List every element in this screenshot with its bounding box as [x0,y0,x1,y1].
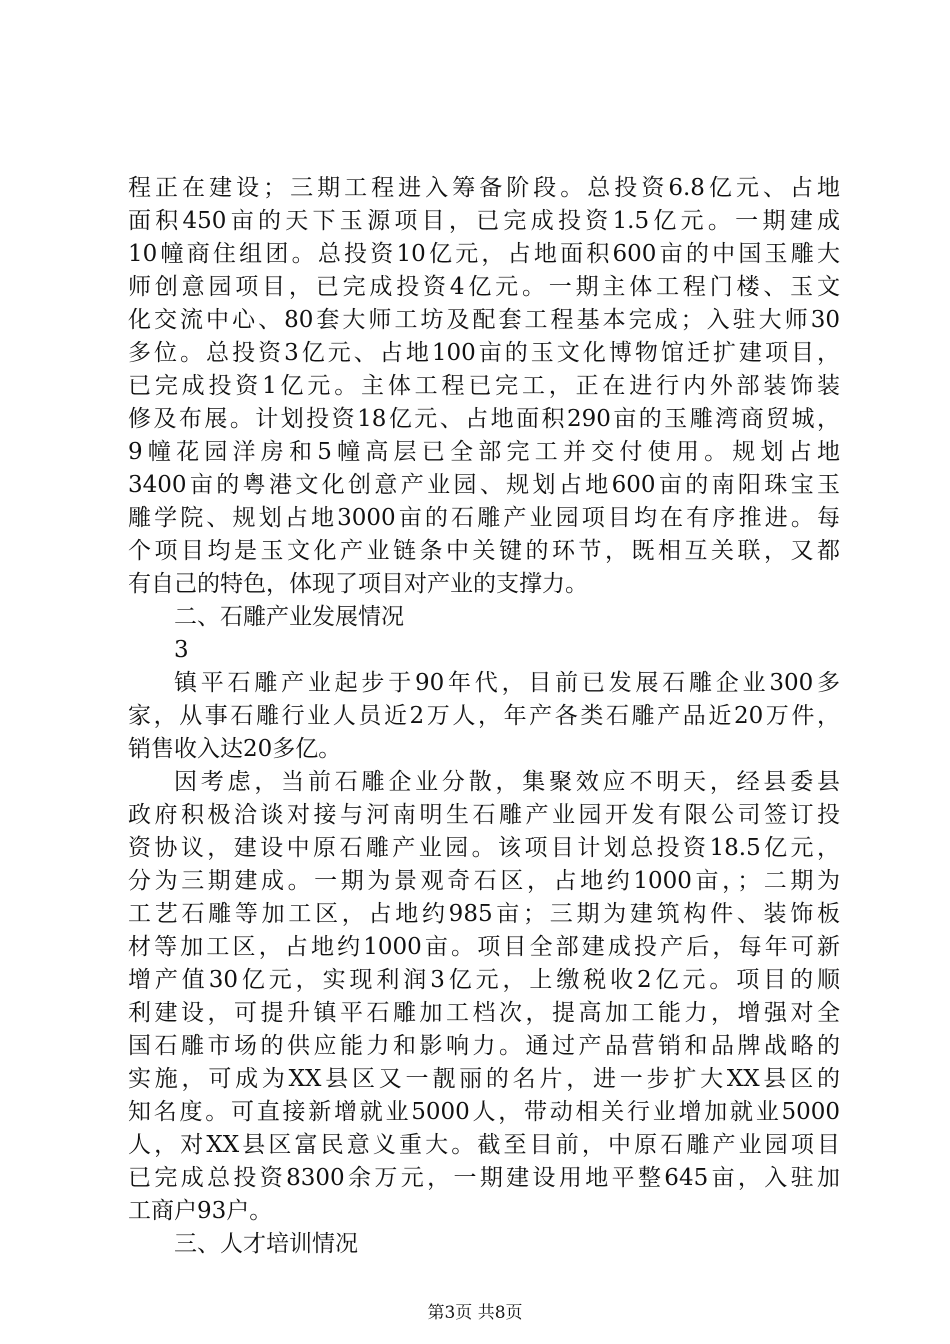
text-line: 个项目均是玉文化产业链条中关键的环节，既相互关联，又都 [128,538,840,564]
text-line: 已完成投资1亿元。主体工程已完工，正在进行内外部装饰装 [128,373,840,399]
text-line: 9幢花园洋房和5幢高层已全部完工并交付使用。规划占地 [128,439,840,465]
text-line: 分为三期建成。一期为景观奇石区，占地约1000亩，；二期为 [128,868,840,894]
text-line: 已完成总投资8300余万元，一期建设用地平整645亩，入驻加 [128,1165,840,1191]
text-line: 雕学院、规划占地3000亩的石雕产业园项目均在有序推进。每 [128,505,840,531]
section-heading: 三、人才培训情况 [174,1231,358,1257]
text-line: 增产值30亿元，实现利润3亿元，上缴税收2亿元。项目的顺 [128,967,840,993]
text-line: 人，对XX县区富民意义重大。截至目前，中原石雕产业园项目 [128,1132,840,1158]
text-line: 家，从事石雕行业人员近2万人，年产各类石雕产品近20万件， [128,703,840,729]
text-line: 师创意园项目，已完成投资4亿元。一期主体工程门楼、玉文 [128,274,840,300]
text-line: 化交流中心、80套大师工坊及配套工程基本完成；入驻大师30 [128,307,840,333]
text-line: 工商户93户。 [128,1198,273,1224]
document-body [128,172,840,1261]
text-line: 3400亩的粤港文化创意产业园、规划占地600亩的南阳珠宝玉 [128,472,840,498]
text-line: 利建设，可提升镇平石雕加工档次，提高加工能力，增强对全 [128,1000,840,1026]
text-line: 材等加工区，占地约1000亩。项目全部建成投产后，每年可新 [128,934,840,960]
section-heading: 二、石雕产业发展情况 [174,604,404,630]
text-line: 镇平石雕产业起步于90年代，目前已发展石雕企业300多 [174,670,840,696]
text-line: 实施，可成为XX县区又一靓丽的名片，进一步扩大XX县区的 [128,1066,840,1092]
text-line: 面积450亩的天下玉源项目，已完成投资1.5亿元。一期建成 [128,208,840,234]
text-line: 国石雕市场的供应能力和影响力。通过产品营销和品牌战略的 [128,1033,840,1059]
text-line: 多位。总投资3亿元、占地100亩的玉文化博物馆迁扩建项目， [128,340,840,366]
text-line: 知名度。可直接新增就业5000人，带动相关行业增加就业5000 [128,1099,840,1125]
text-line: 修及布展。计划投资18亿元、占地面积290亩的玉雕湾商贸城， [128,406,840,432]
text-line: 因考虑，当前石雕企业分散，集聚效应不明天，经县委县 [174,769,840,795]
text-line: 工艺石雕等加工区，占地约985亩；三期为建筑构件、装饰板 [128,901,840,927]
text-line: 有自己的特色，体现了项目对产业的支撑力。 [128,571,588,597]
text-line: 政府积极洽谈对接与河南明生石雕产业园开发有限公司签订投 [128,802,840,828]
text-line: 销售收入达20多亿。 [128,736,342,762]
text-line: 资协议，建设中原石雕产业园。该项目计划总投资18.5亿元， [128,835,840,861]
text-line: 10幢商住组团。总投资10亿元，占地面积600亩的中国玉雕大 [128,241,840,267]
page-number-marker: 3 [174,637,189,663]
text-line: 程正在建设；三期工程进入筹备阶段。总投资6.8亿元、占地 [128,175,840,201]
page-footer: 第3页 共8页 [427,1303,523,1323]
